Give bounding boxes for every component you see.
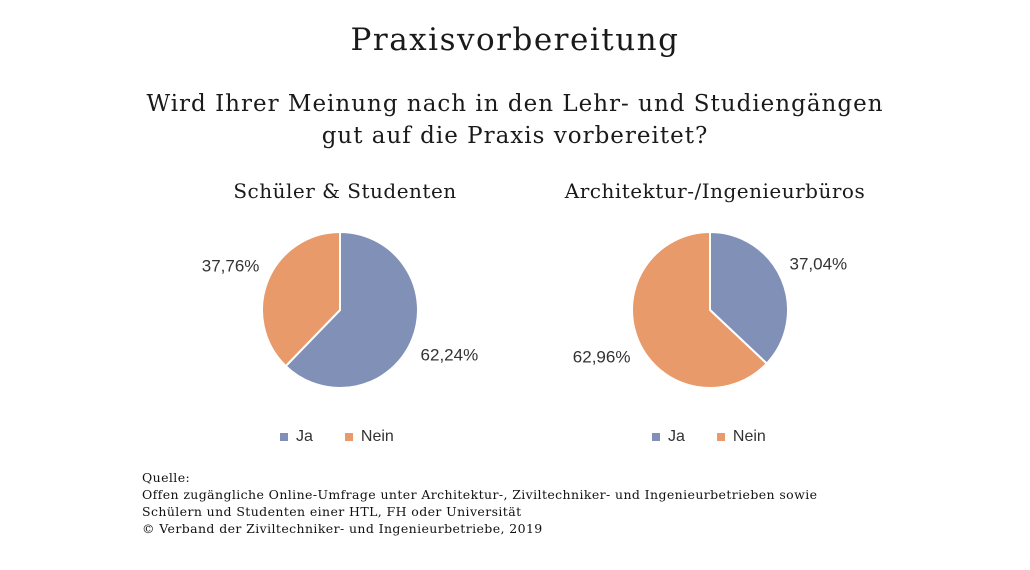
legend-item-nein — [345, 428, 394, 446]
legend-students — [280, 426, 426, 448]
source-note — [142, 469, 1002, 537]
legend-item-ja — [280, 428, 313, 446]
legend-swatch-nein — [345, 433, 353, 441]
legend-swatch-nein — [717, 433, 725, 441]
data-label-nein: 37,76% — [201, 256, 260, 276]
legend-offices — [652, 426, 798, 448]
data-label-ja: 62,24% — [420, 345, 479, 365]
source-line-2: Schülern und Studenten einer HTL, FH oder Universität — [142, 504, 522, 519]
question-line-1: Wird Ihrer Meinung nach in den Lehr- und Studiengängen — [146, 91, 884, 117]
source-line-3: © Verband der Ziviltechniker- und Ingenieurbetriebe, 2019 — [142, 521, 543, 536]
chart-title-offices: Architektur-/Ingenieurbüros — [564, 179, 866, 203]
legend-swatch-ja — [652, 433, 660, 441]
legend-label-nein: Nein — [360, 428, 394, 445]
data-label-ja: 37,04% — [789, 254, 848, 274]
legend-label-ja: Ja — [668, 428, 685, 445]
chart-title-students: Schüler & Studenten — [233, 179, 457, 203]
legend-swatch-ja — [280, 433, 288, 441]
source-heading: Quelle: — [142, 470, 191, 485]
legend-label-nein: Nein — [732, 428, 766, 445]
pie-chart-students — [185, 216, 525, 406]
legend-item-nein — [717, 428, 766, 446]
question-line-2: gut auf die Praxis vorbereitet? — [321, 123, 709, 149]
pie-chart-offices — [555, 216, 895, 406]
source-line-1: Offen zugängliche Online-Umfrage unter Architektur-, Ziviltechniker- und Ingenieurbetrieben sowie — [142, 487, 818, 502]
survey-question — [0, 88, 1030, 152]
legend-label-ja: Ja — [296, 428, 313, 445]
legend-item-ja — [652, 428, 685, 446]
page-title: Praxisvorbereitung — [350, 22, 680, 58]
data-label-nein: 62,96% — [572, 347, 631, 367]
